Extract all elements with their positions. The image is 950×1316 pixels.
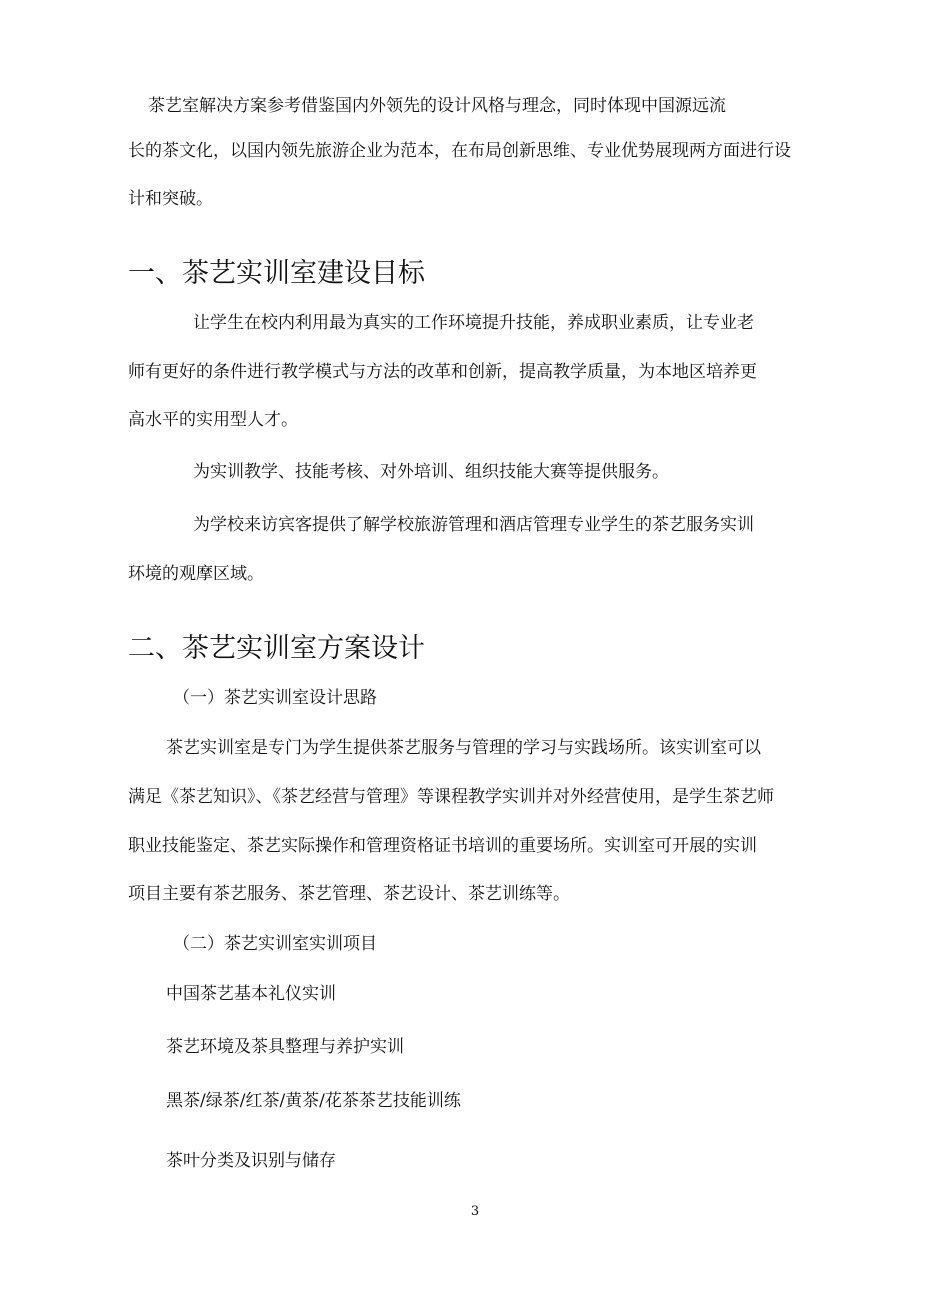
section-1-para-3-line-1: 为学校来访宾客提供了解学校旅游管理和酒店管理专业学生的茶艺服务实训 (193, 515, 754, 535)
section-1-para-3-line-2: 环境的观摩区域。 (128, 564, 264, 584)
section-1-para-1-line-3: 高水平的实用型人才。 (128, 410, 298, 430)
training-item: 黑茶/绿茶/红茶/黄茶/花茶茶艺技能训练 (166, 1091, 461, 1111)
section-2-subheading-2: （二）茶艺实训室实训项目 (173, 934, 377, 954)
training-item: 中国茶艺基本礼仪实训 (166, 984, 336, 1004)
section-2-body-line-3: 职业技能鉴定、茶艺实际操作和管理资格证书培训的重要场所。实训室可开展的实训 (128, 836, 757, 856)
intro-line-3: 计和突破。 (128, 189, 213, 209)
section-1-heading: 一、茶艺实训室建设目标 (128, 258, 425, 289)
section-2-body-line-1: 茶艺实训室是专门为学生提供茶艺服务与管理的学习与实践场所。该实训室可以 (166, 738, 761, 758)
section-2-heading: 二、茶艺实训室方案设计 (128, 633, 425, 664)
page-number: 3 (470, 1204, 480, 1219)
section-1-para-1-line-1: 让学生在校内利用最为真实的工作环境提升技能，养成职业素质，让专业老 (193, 313, 754, 333)
section-2-body-line-4: 项目主要有茶艺服务、茶艺管理、茶艺设计、茶艺训练等。 (128, 884, 570, 904)
section-1-para-1-line-2: 师有更好的条件进行教学模式与方法的改革和创新，提高教学质量，为本地区培养更 (128, 362, 757, 382)
section-2-subheading-1: （一）茶艺实训室设计思路 (173, 688, 377, 708)
intro-line-2: 长的茶文化，以国内领先旅游企业为范本，在布局创新思维、专业优势展现两方面进行设 (128, 141, 791, 161)
section-2-body-line-2: 满足《茶艺知识》、《茶艺经营与管理》等课程教学实训并对外经营使用，是学生茶艺师 (128, 787, 774, 807)
intro-line-1: 茶艺室解决方案参考借鉴国内外领先的设计风格与理念，同时体现中国源远流 (148, 96, 726, 116)
section-1-para-2: 为实训教学、技能考核、对外培训、组织技能大赛等提供服务。 (193, 462, 669, 482)
training-item: 茶艺环境及茶具整理与养护实训 (166, 1037, 404, 1057)
training-item: 茶叶分类及识别与储存 (166, 1151, 336, 1171)
